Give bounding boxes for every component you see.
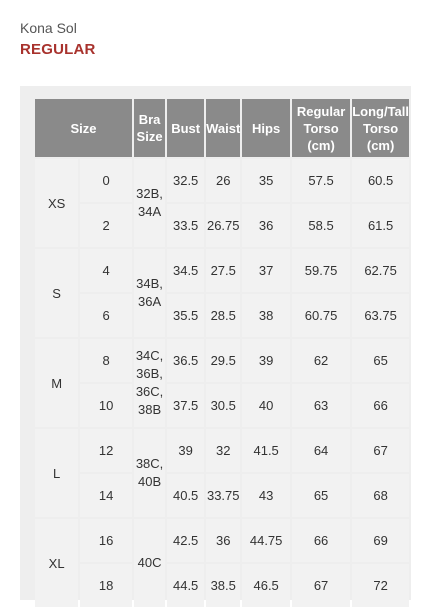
numeric-size: 14: [80, 474, 132, 517]
long-torso-value: 61.5: [352, 204, 409, 247]
bust-value: 35.5: [167, 294, 204, 337]
long-torso-value: 67: [352, 429, 409, 472]
waist-value: 28.5: [206, 294, 240, 337]
numeric-size: 10: [80, 384, 132, 427]
table-row: [35, 429, 409, 472]
size-label: M: [35, 339, 78, 427]
numeric-size: 16: [80, 519, 132, 562]
hips-value: 41.5: [242, 429, 290, 472]
waist-value: 26: [206, 159, 240, 202]
regular-torso-value: 60.75: [292, 294, 350, 337]
bust-value: 36.5: [167, 339, 204, 382]
numeric-size: 18: [80, 564, 132, 607]
regular-torso-value: 57.5: [292, 159, 350, 202]
long-torso-value: 72: [352, 564, 409, 607]
numeric-size: 6: [80, 294, 132, 337]
size-chart-table: [33, 97, 411, 609]
hips-value: 36: [242, 204, 290, 247]
bust-value: 34.5: [167, 249, 204, 292]
hips-value: 35: [242, 159, 290, 202]
regular-torso-value: 63: [292, 384, 350, 427]
regular-torso-value: 62: [292, 339, 350, 382]
hips-value: 43: [242, 474, 290, 517]
col-header-hips: Hips: [242, 99, 290, 157]
waist-value: 30.5: [206, 384, 240, 427]
col-header-long-torso: Long/Tall Torso (cm): [352, 99, 409, 157]
regular-torso-value: 65: [292, 474, 350, 517]
waist-value: 26.75: [206, 204, 240, 247]
size-label: S: [35, 249, 78, 337]
bra-size: 32B, 34A: [134, 159, 165, 247]
hips-value: 38: [242, 294, 290, 337]
regular-torso-value: 58.5: [292, 204, 350, 247]
regular-torso-value: 59.75: [292, 249, 350, 292]
long-torso-value: 62.75: [352, 249, 409, 292]
size-label: XL: [35, 519, 78, 607]
long-torso-value: 65: [352, 339, 409, 382]
numeric-size: 4: [80, 249, 132, 292]
numeric-size: 12: [80, 429, 132, 472]
table-row: [35, 474, 409, 517]
size-label: L: [35, 429, 78, 517]
long-torso-value: 69: [352, 519, 409, 562]
numeric-size: 2: [80, 204, 132, 247]
fit-title: REGULAR: [20, 41, 96, 58]
waist-value: 32: [206, 429, 240, 472]
bust-value: 33.5: [167, 204, 204, 247]
bra-size: 34B, 36A: [134, 249, 165, 337]
bust-value: 40.5: [167, 474, 204, 517]
regular-torso-value: 64: [292, 429, 350, 472]
bra-size: 40C: [134, 519, 165, 607]
bust-value: 42.5: [167, 519, 204, 562]
regular-torso-value: 67: [292, 564, 350, 607]
hips-value: 39: [242, 339, 290, 382]
table-row: [35, 204, 409, 247]
table-row: [35, 159, 409, 202]
header-row: [35, 99, 409, 157]
bust-value: 37.5: [167, 384, 204, 427]
numeric-size: 8: [80, 339, 132, 382]
table-row: [35, 339, 409, 382]
waist-value: 38.5: [206, 564, 240, 607]
hips-value: 40: [242, 384, 290, 427]
bust-value: 39: [167, 429, 204, 472]
waist-value: 36: [206, 519, 240, 562]
col-header-bra: Bra Size: [134, 99, 165, 157]
waist-value: 27.5: [206, 249, 240, 292]
size-label: XS: [35, 159, 78, 247]
table-row: [35, 519, 409, 562]
table-row: [35, 384, 409, 427]
long-torso-value: 63.75: [352, 294, 409, 337]
long-torso-value: 60.5: [352, 159, 409, 202]
regular-torso-value: 66: [292, 519, 350, 562]
hips-value: 44.75: [242, 519, 290, 562]
bra-size: 38C, 40B: [134, 429, 165, 517]
size-chart-panel: [20, 86, 411, 600]
long-torso-value: 68: [352, 474, 409, 517]
hips-value: 37: [242, 249, 290, 292]
long-torso-value: 66: [352, 384, 409, 427]
col-header-bust: Bust: [167, 99, 204, 157]
waist-value: 29.5: [206, 339, 240, 382]
col-header-waist: Waist: [206, 99, 240, 157]
table-row: [35, 249, 409, 292]
table-row: [35, 564, 409, 607]
waist-value: 33.75: [206, 474, 240, 517]
col-header-size: Size: [35, 99, 132, 157]
col-header-regular-torso: Regular Torso (cm): [292, 99, 350, 157]
brand-name: Kona Sol: [20, 20, 77, 36]
bust-value: 44.5: [167, 564, 204, 607]
numeric-size: 0: [80, 159, 132, 202]
table-row: [35, 294, 409, 337]
hips-value: 46.5: [242, 564, 290, 607]
bust-value: 32.5: [167, 159, 204, 202]
bra-size: 34C, 36B, 36C, 38B: [134, 339, 165, 427]
